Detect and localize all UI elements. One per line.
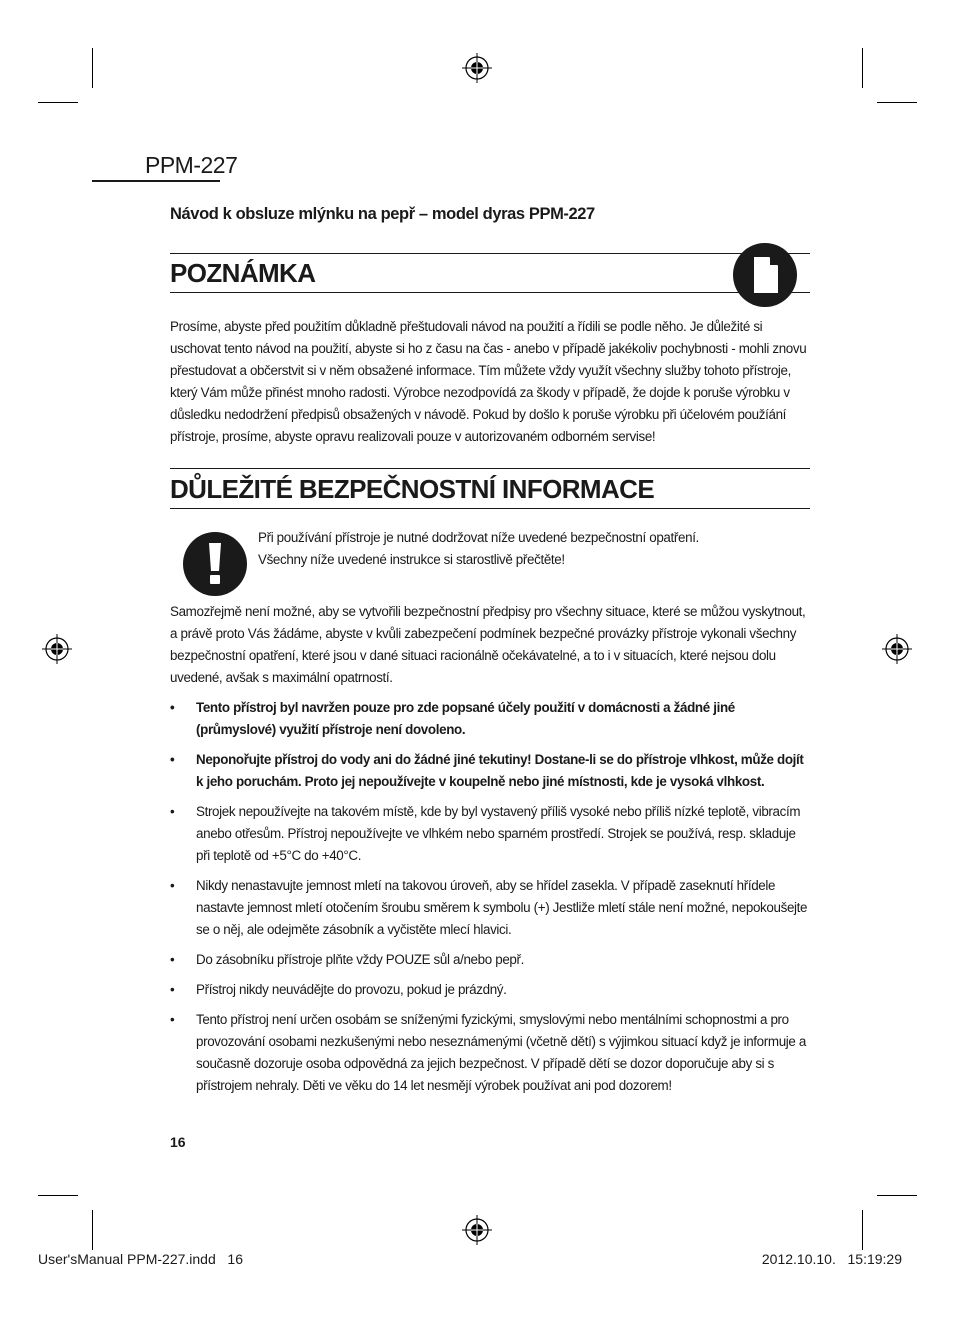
document-icon bbox=[732, 242, 798, 308]
bullet-text: Nikdy nenastavujte jemnost mletí na takovou úroveň, aby se hřídel zasekla. V případě zaseknutí hřídele nastavte jemnost mletí otočením šroubu směrem k symbolu (+) Jestliže mletí stále není možné, nepokoušejte se o něj, ale odejměte zásobník a vyčistěte mlecí hlavici. bbox=[196, 878, 808, 937]
crop-mark bbox=[92, 48, 93, 88]
section-top-rule bbox=[170, 468, 810, 469]
safety-bullet-list bbox=[170, 697, 810, 1105]
list-item bbox=[170, 1009, 810, 1097]
bullet-marker: • bbox=[170, 982, 175, 997]
crop-mark bbox=[38, 102, 78, 103]
list-item bbox=[170, 949, 810, 971]
registration-mark-icon bbox=[462, 53, 492, 83]
page-number: 16 bbox=[170, 1134, 186, 1150]
crop-mark bbox=[877, 1195, 917, 1196]
warning-line: Všechny níže uvedené instrukce si starostlivě přečtěte! bbox=[258, 552, 565, 567]
registration-mark-icon bbox=[42, 634, 72, 664]
footer-filename: User'sManual PPM-227.indd 16 bbox=[38, 1251, 243, 1267]
bullet-marker: • bbox=[170, 804, 175, 819]
manual-subtitle: Návod k obsluze mlýnku na pepř – model dyras PPM-227 bbox=[170, 205, 595, 223]
section-bottom-rule bbox=[170, 292, 810, 293]
bullet-marker: • bbox=[170, 952, 175, 967]
list-item bbox=[170, 875, 810, 941]
model-underline bbox=[92, 180, 220, 182]
note-heading: POZNÁMKA bbox=[170, 258, 316, 288]
bullet-marker: • bbox=[170, 752, 175, 767]
exclamation-icon bbox=[182, 531, 248, 597]
list-item bbox=[170, 801, 810, 867]
bullet-text: Tento přístroj není určen osobám se sníženými fyzickými, smyslovými nebo mentálními schopnostmi a pro provozování osobami nezkušenými nebo neseznámenými (včetně dětí) s výjimkou situací když je informuje a současně dozoruje osoba odpovědná za jejich bezpečnost. V případě dětí se dozor doporučuje aby si s přístrojem nehraly. Děti ve věku do 14 let nesmějí výrobek používat ani pod dozorem! bbox=[196, 1012, 806, 1093]
safety-intro-paragraph: Samozřejmě není možné, aby se vytvořili bezpečnostní předpisy pro všechny situace, které se můžou vyskytnout, a právě proto Vás žádáme, abyste v kvůli zabezpečení podmínek bezpečné provázky přístroje vykonali všechny bezpečnostní opatření, které jsou v dané situaci racionálně očekávatelné, a to i v situacích, které nejsou dolu uvedené, avšak s maximální opatrností. bbox=[170, 604, 806, 685]
section-bottom-rule bbox=[170, 508, 810, 509]
model-label: PPM-227 bbox=[145, 152, 238, 178]
safety-heading: DŮLEŽITÉ BEZPEČNOSTNÍ INFORMACE bbox=[170, 474, 655, 504]
footer-timestamp: 2012.10.10. 15:19:29 bbox=[761, 1251, 902, 1267]
bullet-text: Přístroj nikdy neuvádějte do provozu, pokud je prázdný. bbox=[196, 982, 507, 997]
crop-mark bbox=[862, 1210, 863, 1250]
bullet-text: Neponořujte přístroj do vody ani do žádné jiné tekutiny! Dostane-li se do přístroje vlhkost, může dojít k jeho poruchám. Proto jej nepoužívejte v koupelně nebo jiné místnosti, kde je vysoká vlhkost. bbox=[196, 752, 804, 789]
bullet-text: Tento přístroj byl navržen pouze pro zde popsané účely použití v domácnosti a žádné jiné (průmyslové) využití přístroje není dovoleno. bbox=[196, 700, 735, 737]
bullet-marker: • bbox=[170, 1012, 175, 1027]
section-top-rule bbox=[170, 253, 810, 254]
crop-mark bbox=[877, 102, 917, 103]
registration-mark-icon bbox=[462, 1215, 492, 1245]
crop-mark bbox=[38, 1195, 78, 1196]
list-item bbox=[170, 749, 810, 793]
warning-text bbox=[258, 527, 699, 571]
list-item bbox=[170, 979, 810, 1001]
bullet-text: Do zásobníku přístroje plňte vždy POUZE sůl a/nebo pepř. bbox=[196, 952, 524, 967]
warning-line: Při používání přístroje je nutné dodržovat níže uvedené bezpečnostní opatření. bbox=[258, 530, 699, 545]
note-paragraph: Prosíme, abyste před použitím důkladně přeštudovali návod na použití a řídili se podle něho. Je důležité si uschovat tento návod na použití, abyste si ho z času na čas - anebo v případě jakékoliv pochybnosti - mohli znovu přestudovat a občerstvit si v něm obsažené informace. Tím můžete vždy využít všechny služby tohoto přístroje, který Vám může přinést mnoho radosti. Výrobce nezodpovídá za škody v případě, že dojde k poruše výrobku v důsledku nedodržení předpisů obsažených v návodě. Pokud by došlo k poruše výrobku při účelovém použíání přístroje, prosíme, abyste opravu realizovali pouze v autorizovaném odborném servise! bbox=[170, 319, 807, 444]
registration-mark-icon bbox=[882, 634, 912, 664]
bullet-marker: • bbox=[170, 878, 175, 893]
list-item bbox=[170, 697, 810, 741]
bullet-text: Strojek nepoužívejte na takovém místě, kde by byl vystavený příliš vysoké nebo příliš nízké teplotě, vibracím anebo otřesům. Přístroj nepoužívejte ve vlhkém nebo sparném prostředí. Strojek se používá, resp. skladuje při teplotě od +5°C do +40°C. bbox=[196, 804, 801, 863]
crop-mark bbox=[92, 1210, 93, 1250]
bullet-marker: • bbox=[170, 700, 175, 715]
crop-mark bbox=[862, 48, 863, 88]
